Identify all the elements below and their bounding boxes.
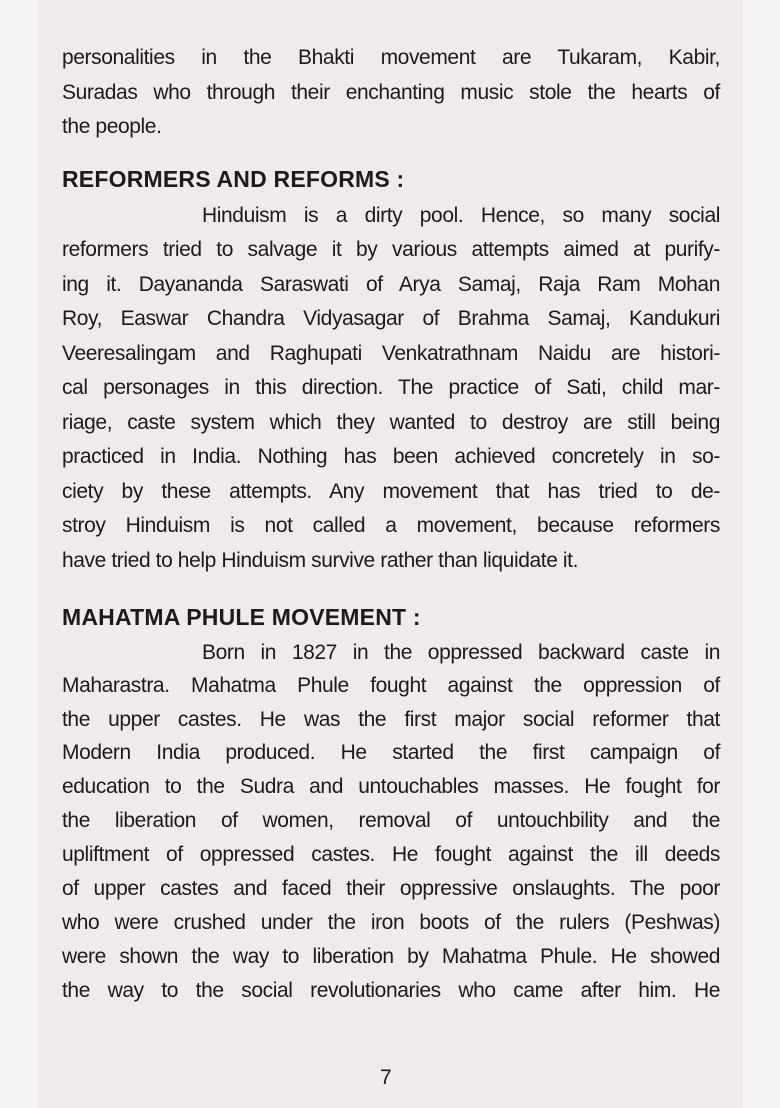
text-line: stroy Hinduism is not called a movement, because reformers (62, 514, 720, 537)
text-line: Modern India produced. He started the first campaign of (62, 741, 720, 764)
text-line: ing it. Dayananda Saraswati of Arya Samaj, Raja Ram Mohan (62, 273, 720, 296)
text-line: the way to the social revolutionaries who came after him. He (62, 979, 720, 1002)
text-line: of upper castes and faced their oppressive onslaughts. The poor (62, 877, 720, 900)
section-heading-phule: MAHATMA PHULE MOVEMENT : (62, 604, 421, 630)
text-line: Suradas who through their enchanting music stole the hearts of (62, 81, 720, 104)
page-number: 7 (380, 1066, 392, 1089)
text-line: Roy, Easwar Chandra Vidyasagar of Brahma Samaj, Kandukuri (62, 307, 720, 330)
text-line: the liberation of women, removal of untouchbility and the (62, 809, 720, 832)
text-line: were shown the way to liberation by Mahatma Phule. He showed (62, 945, 720, 968)
text-line: cal personages in this direction. The practice of Sati, child mar- (62, 376, 720, 399)
text-line: personalities in the Bhakti movement are Tukaram, Kabir, (62, 46, 720, 69)
section-heading-reformers: REFORMERS AND REFORMS : (62, 166, 405, 192)
text-line: practiced in India. Nothing has been achieved concretely in so- (62, 445, 720, 468)
text-line: the upper castes. He was the first major social reformer that (62, 708, 720, 731)
text-line: reformers tried to salvage it by various attempts aimed at purify- (62, 238, 720, 261)
text-line: ciety by these attempts. Any movement that has tried to de- (62, 480, 720, 503)
text-line: the people. (62, 115, 162, 138)
text-line: riage, caste system which they wanted to destroy are still being (62, 411, 720, 434)
text-line: Maharastra. Mahatma Phule fought against the oppression of (62, 674, 720, 697)
text-line: upliftment of oppressed castes. He fought against the ill deeds (62, 843, 720, 866)
text-line: who were crushed under the iron boots of the rulers (Peshwas) (62, 911, 720, 934)
text-line: education to the Sudra and untouchables masses. He fought for (62, 775, 720, 798)
text-line: Veeresalingam and Raghupati Venkatrathnam Naidu are histori- (62, 342, 720, 365)
text-line: Born in 1827 in the oppressed backward caste in (202, 641, 720, 664)
text-line: Hinduism is a dirty pool. Hence, so many social (202, 204, 720, 227)
text-line: have tried to help Hinduism survive rather than liquidate it. (62, 549, 579, 572)
